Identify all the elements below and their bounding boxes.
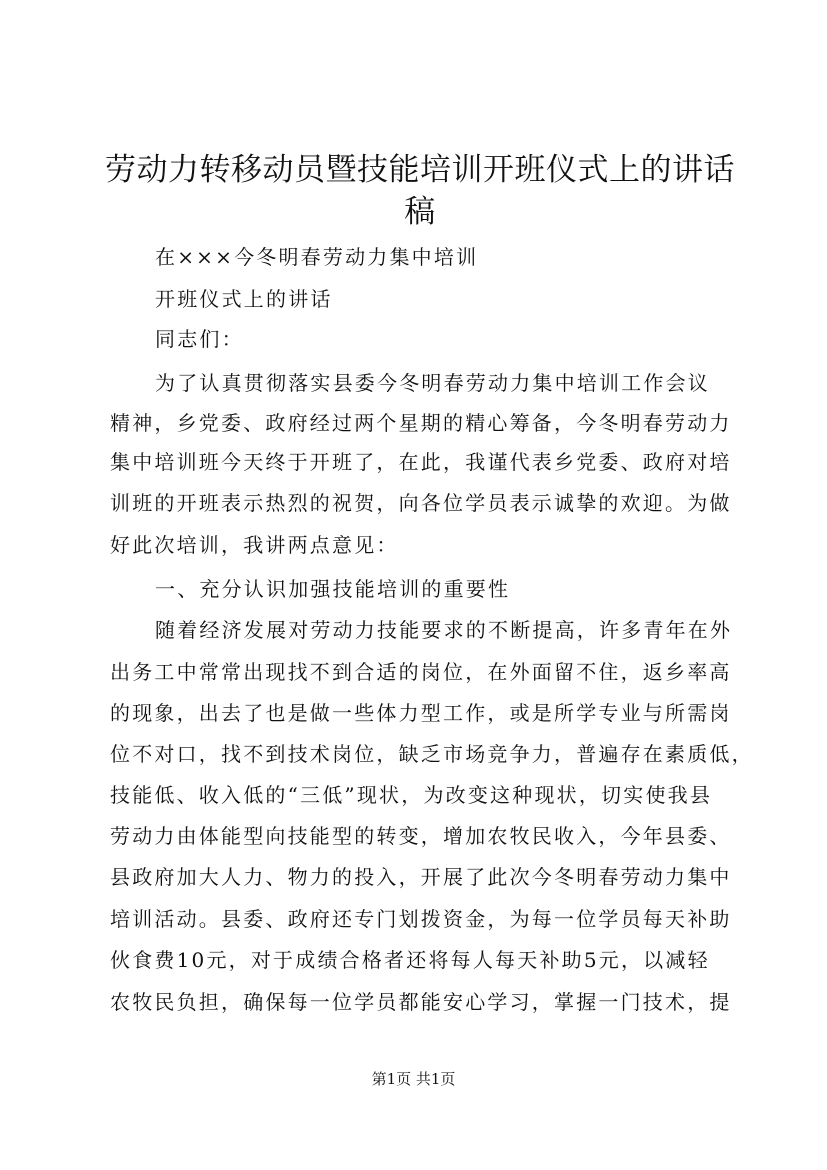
document-title-line-1: 劳动力转移动员暨技能培训开班仪式上的讲话	[105, 152, 735, 188]
paragraph-line: 农牧民负担，确保每一位学员都能安心学习，掌握一门技术，提	[110, 990, 732, 1014]
document-title-line-2: 稿	[404, 194, 436, 230]
subtitle-line-1: 在×××今冬明春劳动力集中培训	[155, 245, 479, 269]
paragraph-line: 好此次培训，我讲两点意见：	[110, 533, 399, 557]
section-heading: 一、充分认识加强技能培训的重要性	[155, 577, 511, 601]
paragraph-line: 为了认真贯彻落实县委今冬明春劳动力集中培训工作会议	[155, 371, 710, 395]
subtitle-line-2: 开班仪式上的讲话	[155, 287, 333, 311]
paragraph-line: 伙食费10元，对于成绩合格者还将每人每天补助5元，以减轻	[110, 948, 710, 972]
paragraph-line: 劳动力由体能型向技能型的转变，增加农牧民收入，今年县委、	[110, 824, 732, 848]
paragraph-line: 训班的开班表示热烈的祝贺，向各位学员表示诚挚的欢迎。为做	[110, 491, 732, 515]
paragraph-line: 随着经济发展对劳动力技能要求的不断提高，许多青年在外	[155, 618, 733, 642]
page-number-footer: 第1页 共1页	[371, 1070, 456, 1088]
paragraph-line: 集中培训班今天终于开班了，在此，我谨代表乡党委、政府对培	[110, 450, 732, 474]
paragraph-line: 技能低、收入低的“三低”现状，为改变这种现状，切实使我县	[110, 783, 713, 807]
paragraph-line: 培训活动。县委、政府还专门划拨资金，为每一位学员每天补助	[110, 907, 732, 931]
paragraph-line: 出务工中常常出现找不到合适的岗位，在外面留不住，返乡率高	[110, 660, 732, 684]
paragraph-line: 的现象，出去了也是做一些体力型工作，或是所学专业与所需岗	[110, 701, 732, 725]
paragraph-line: 位不对口，找不到技术岗位，缺乏市场竞争力，普遍存在素质低，	[110, 742, 754, 766]
salutation: 同志们：	[155, 327, 244, 351]
paragraph-line: 县政府加大人力、物力的投入，开展了此次今冬明春劳动力集中	[110, 865, 732, 889]
paragraph-line: 精神，乡党委、政府经过两个星期的精心筹备，今冬明春劳动力	[110, 411, 732, 435]
